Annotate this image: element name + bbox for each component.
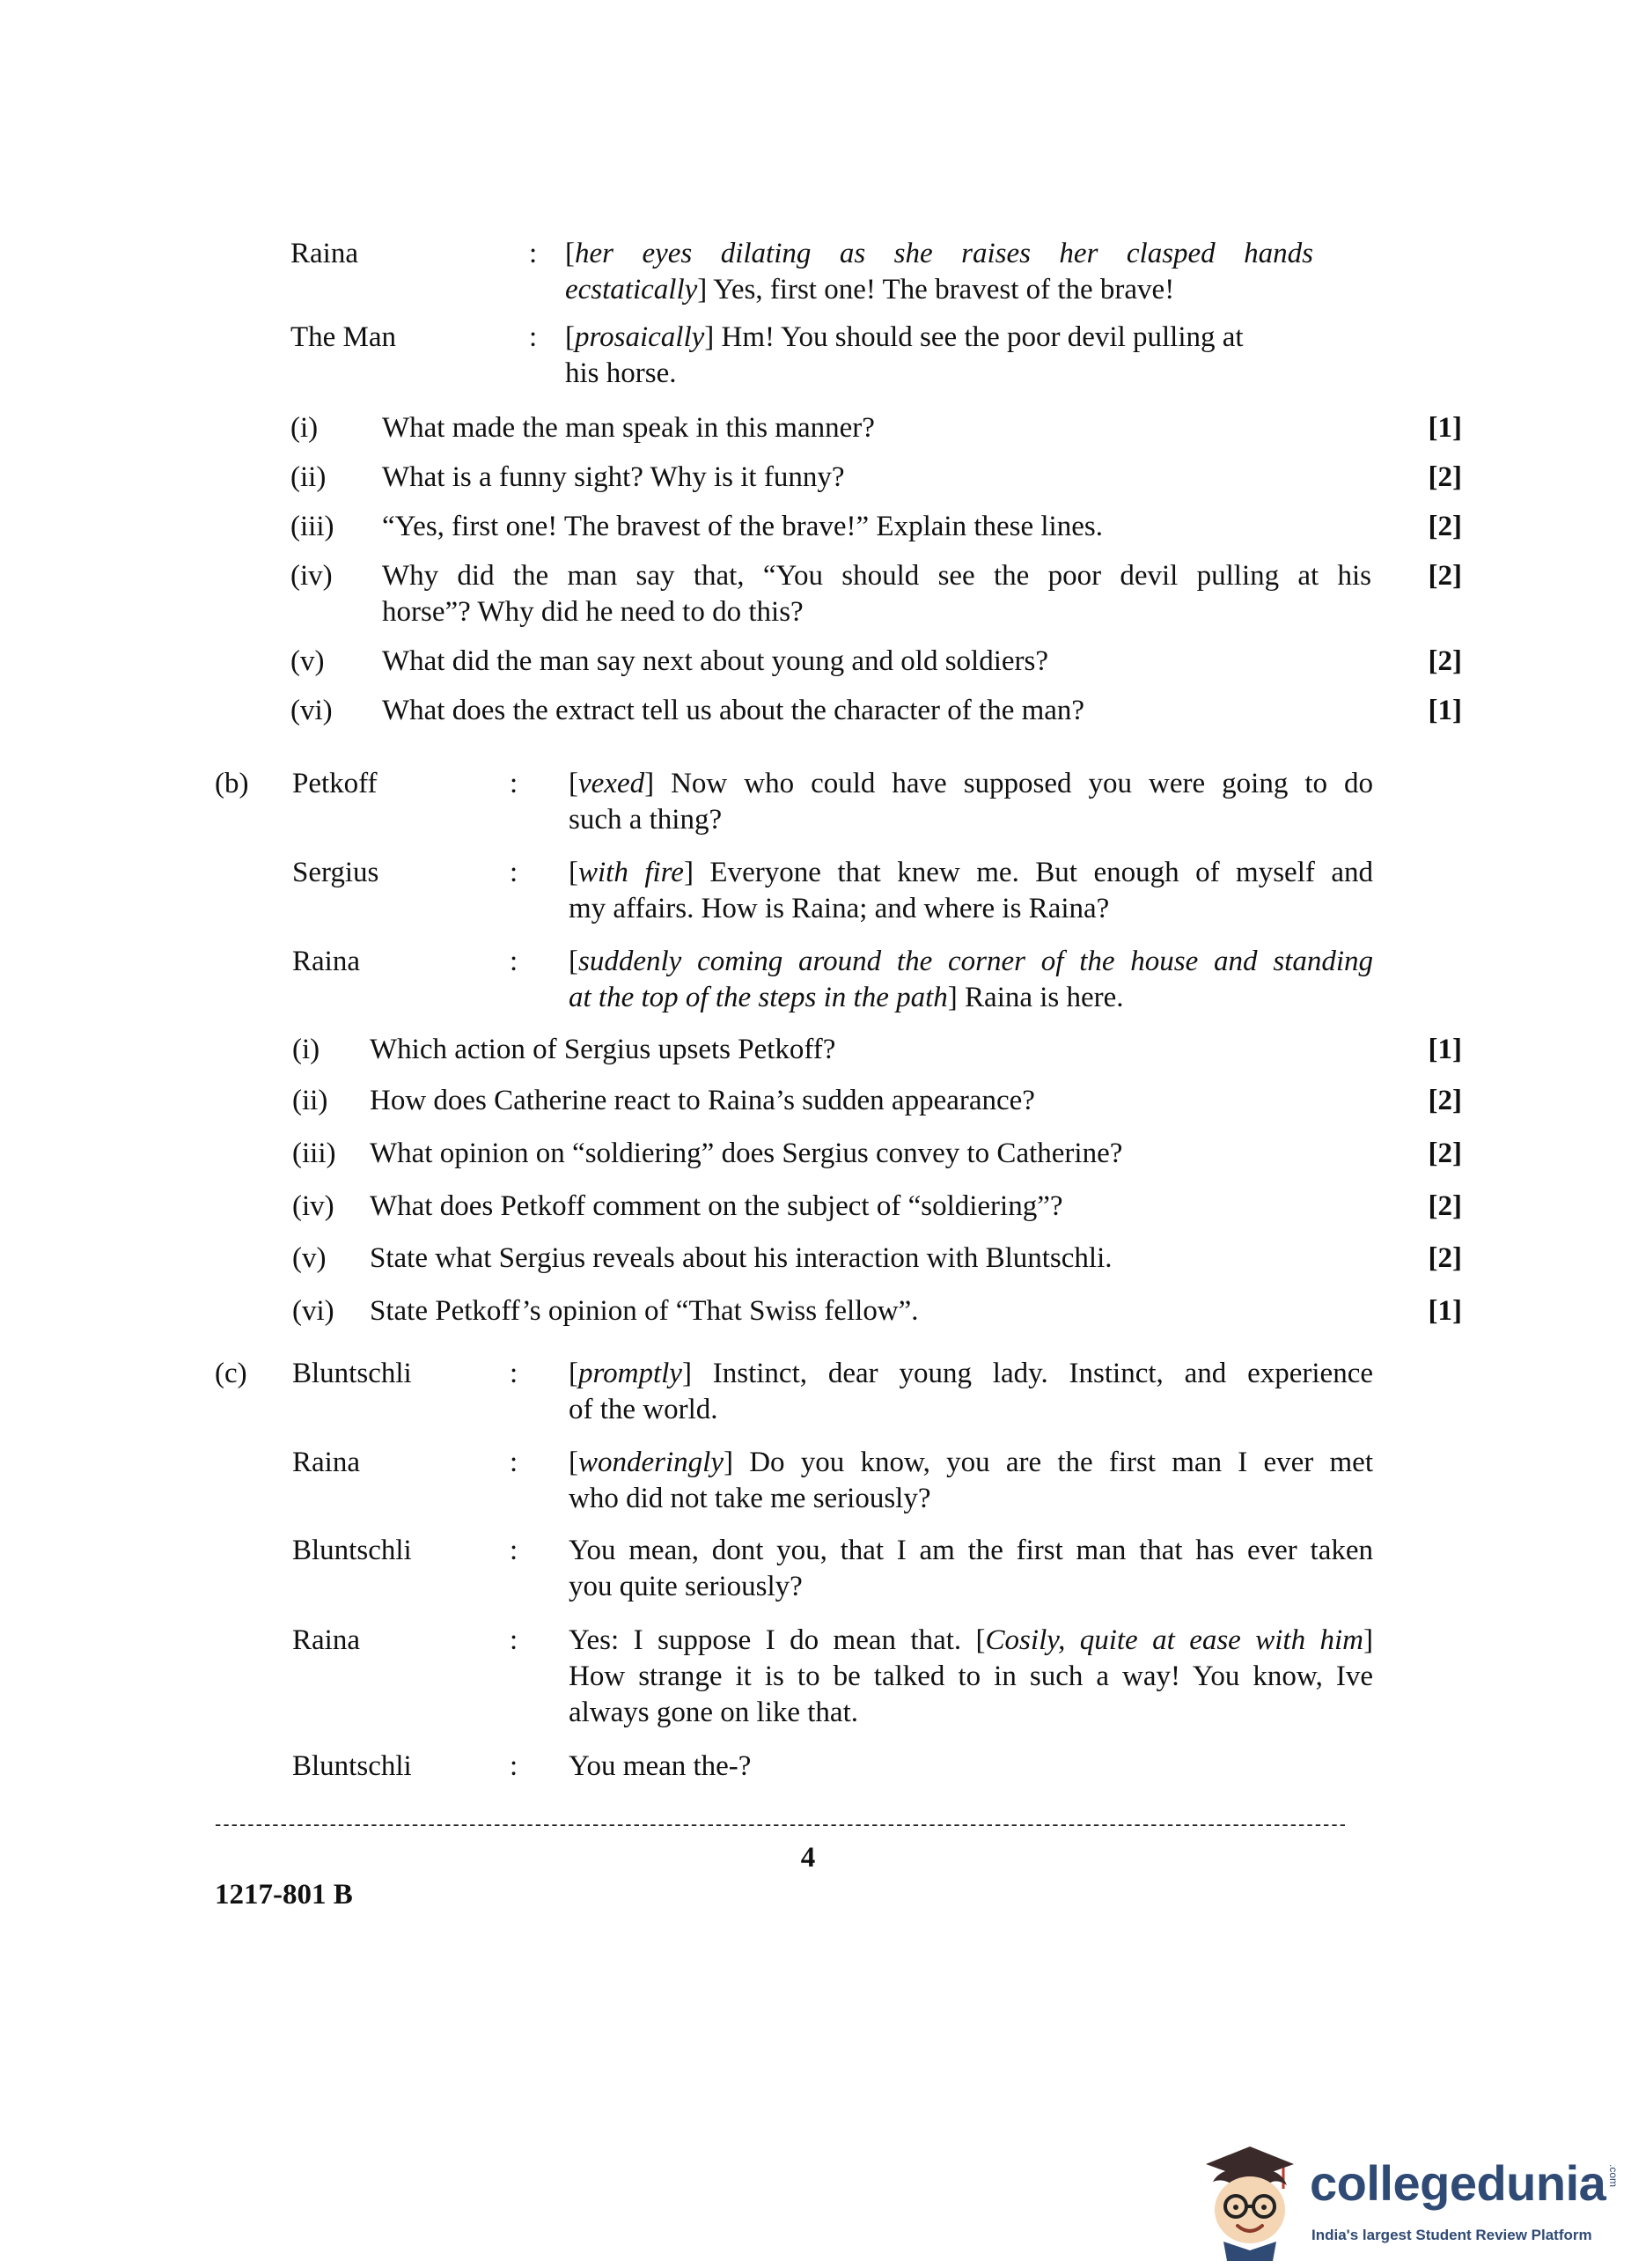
speaker-name: Bluntschli [292,1358,412,1389]
question-number: (ii) [292,1085,328,1116]
speaker-name: Raina [292,946,360,977]
marks: [2] [1428,1085,1462,1116]
question-text: State what Sergius reveals about his interaction with Bluntschli. [370,1242,1113,1274]
speaker-name: Bluntschli [292,1750,412,1782]
marks: [2] [1428,1242,1462,1274]
marks: [2] [1428,560,1462,592]
question-text: What did the man say next about young and old soldiers? [382,645,1049,677]
dialogue-line: such a thing? [569,804,723,836]
dialogue-line: [promptly] Instinct, dear young lady. Instinct, and experience [569,1358,1373,1389]
question-number: (iii) [292,1138,336,1169]
marks: [1] [1428,1295,1462,1327]
dialogue-line: [with fire] Everyone that knew me. But enough of myself and [569,857,1373,888]
question-number: (iii) [290,511,334,542]
dialogue-line: [her eyes dilating as she raises her clasped hands [565,238,1313,269]
dialogue-line: How strange it is to be talked to in such a way! You know, Ive [569,1660,1373,1692]
marks: [1] [1428,1034,1462,1065]
question-text: “Yes, first one! The bravest of the brave!” Explain these lines. [382,511,1103,542]
marks: [2] [1428,1138,1462,1169]
colon: : [529,321,538,353]
dialogue-line: my affairs. How is Raina; and where is Raina? [569,893,1110,924]
paper-code: 1217-801 B [215,1879,353,1911]
marks: [2] [1428,461,1462,493]
dialogue-line: [wonderingly] Do you know, you are the first man I ever met [569,1447,1373,1478]
question-number: (i) [292,1034,320,1065]
colon: : [510,768,518,799]
question-text: Which action of Sergius upsets Petkoff? [370,1034,836,1065]
question-number: (v) [290,645,325,677]
speaker-name: The Man [290,321,397,353]
question-number: (vi) [292,1295,334,1327]
dialogue-line: [suddenly coming around the corner of the house and standing [569,946,1373,977]
question-text: horse”? Why did he need to do this? [382,596,804,628]
dialogue-line: [prosaically] Hm! You should see the poor devil pulling at [565,321,1244,353]
speaker-name: Petkoff [292,768,378,799]
colon: : [510,1624,518,1656]
question-text: State Petkoff’s opinion of “That Swiss fellow”. [370,1295,919,1327]
collegedunia-logo [1197,2139,1620,2263]
logo-domain-suffix: .com [1607,2164,1620,2188]
colon: : [510,1358,518,1389]
question-text: What is a funny sight? Why is it funny? [382,461,845,493]
marks: [2] [1428,1190,1462,1222]
colon: : [510,946,518,977]
speaker-name: Raina [292,1447,360,1478]
marks: [2] [1428,645,1462,677]
speaker-name: Sergius [292,857,379,888]
dashed-separator: ------------------------------------------------------------------------------------------------------------------------------------------ [215,1813,1348,1835]
colon: : [529,238,538,269]
question-number: (vi) [290,695,333,726]
question-number: (iv) [292,1190,334,1222]
page-number: 4 [800,1842,816,1874]
dialogue-line: [vexed] Now who could have supposed you were going to do [569,768,1373,799]
question-number: (iv) [290,560,333,592]
marks: [1] [1428,412,1462,444]
question-text: Why did the man say that, “You should see the poor devil pulling at his [382,560,1371,592]
marks: [1] [1428,695,1462,726]
colon: : [510,1750,518,1782]
question-number: (i) [290,412,319,444]
section-label: (c) [215,1358,247,1389]
question-text: How does Catherine react to Raina’s sudden appearance? [370,1085,1035,1116]
speaker-name: Raina [292,1624,360,1656]
question-number: (v) [292,1242,327,1274]
dialogue-line: his horse. [565,357,677,389]
dialogue-line: you quite seriously? [569,1571,803,1602]
speaker-name: Raina [290,238,358,269]
question-text: What made the man speak in this manner? [382,412,875,444]
question-text: What opinion on “soldiering” does Sergius convey to Catherine? [370,1138,1123,1169]
section-label: (b) [215,768,249,799]
mascot-icon [1188,2139,1303,2263]
logo-wordmark: collegedunia [1310,2155,1606,2211]
colon: : [510,1535,518,1566]
colon: : [510,857,518,888]
dialogue-line: always gone on like that. [569,1697,859,1728]
question-text: What does the extract tell us about the character of the man? [382,695,1085,726]
marks: [2] [1428,511,1462,542]
question-text: What does Petkoff comment on the subject of “soldiering”? [370,1190,1063,1222]
dialogue-line: of the world. [569,1394,718,1425]
dialogue-line: You mean, dont you, that I am the first man that has ever taken [569,1535,1373,1566]
dialogue-line: Yes: I suppose I do mean that. [Cosily, quite at ease with him] [569,1624,1373,1656]
speaker-name: Bluntschli [292,1535,412,1566]
colon: : [510,1447,518,1478]
logo-tagline: India's largest Student Review Platform [1311,2227,1592,2243]
dialogue-line: You mean the-? [569,1750,752,1782]
question-number: (ii) [290,461,327,493]
dialogue-line: ecstatically] Yes, first one! The bravest of the brave! [565,274,1175,306]
dialogue-line: who did not take me seriously? [569,1483,931,1514]
dialogue-line: at the top of the steps in the path] Raina is here. [569,982,1124,1013]
